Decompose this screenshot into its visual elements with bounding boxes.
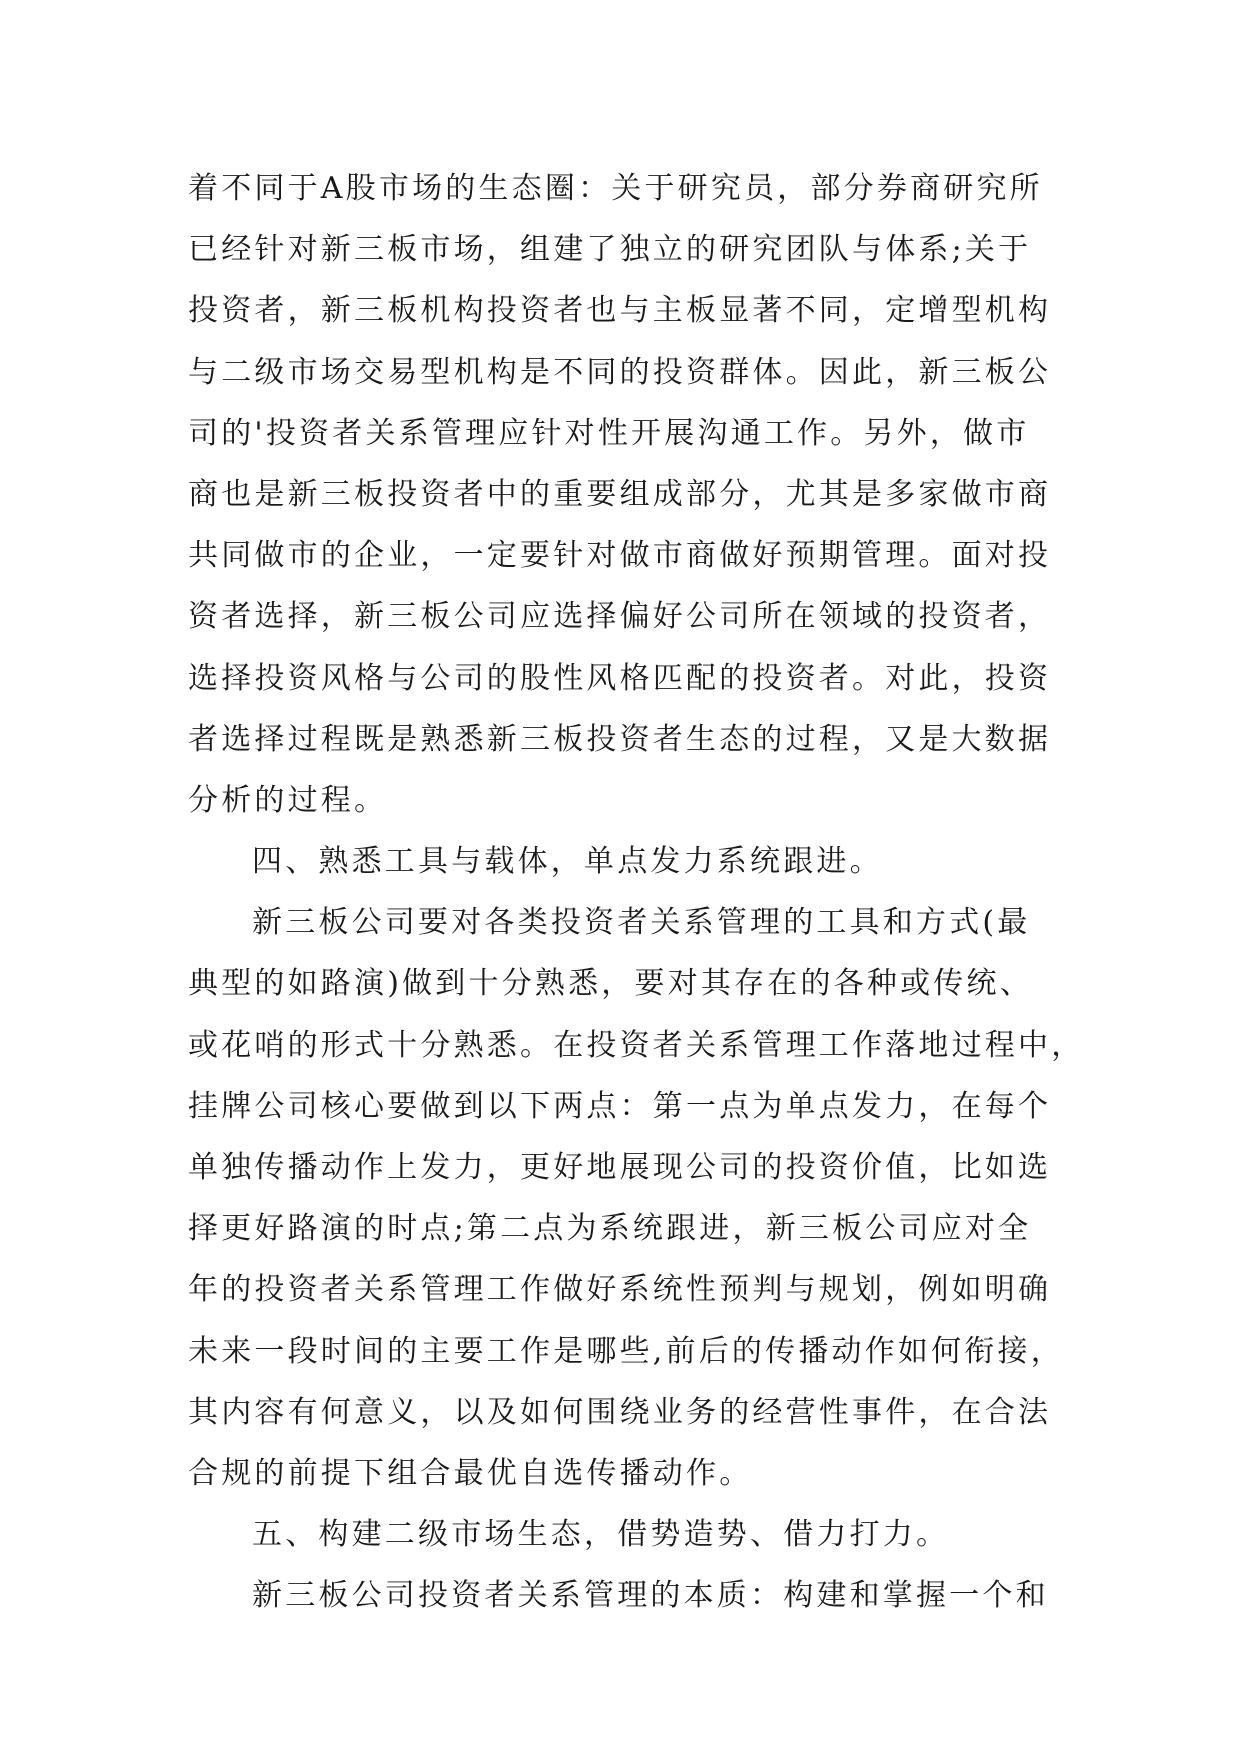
text-line: 分析的过程。: [188, 782, 388, 818]
text-line: 挂牌公司核心要做到以下两点：第一点为单点发力，在每个: [188, 1088, 1052, 1124]
text-line: 投资者，新三板机构投资者也与主板显著不同，定增型机构: [188, 293, 1052, 329]
text-line: 合规的前提下组合最优自选传播动作。: [188, 1455, 753, 1491]
text-line: 新三板公司投资者关系管理的本质：构建和掌握一个和: [252, 1578, 1049, 1614]
section-heading-5: 五、构建二级市场生态，借势造势、借力打力。: [252, 1517, 950, 1553]
text-line: 典型的如路演)做到十分熟悉，要对其存在的各种或传统、: [188, 966, 1033, 1002]
text-line: 共同做市的企业，一定要针对做市商做好预期管理。面对投: [188, 538, 1052, 574]
text-line: 与二级市场交易型机构是不同的投资群体。因此，新三板公: [188, 354, 1052, 390]
text-line: 择更好路演的时点;第二点为系统跟进，新三板公司应对全: [188, 1211, 1032, 1247]
text-line: 或花哨的形式十分熟悉。在投资者关系管理工作落地过程中，: [188, 1027, 1085, 1063]
text-line: 商也是新三板投资者中的重要组成部分，尤其是多家做市商: [188, 476, 1052, 512]
text-line: 者选择过程既是熟悉新三板投资者生态的过程，又是大数据: [188, 721, 1052, 757]
text-line: 单独传播动作上发力，更好地展现公司的投资价值，比如选: [188, 1150, 1052, 1185]
text-line: 资者选择，新三板公司应选择偏好公司所在领域的投资者，: [188, 599, 1052, 635]
text-line: 新三板公司要对各类投资者关系管理的工具和方式(最: [252, 905, 1031, 941]
text-line: 未来一段时间的主要工作是哪些,前后的传播动作如何衔接，: [188, 1333, 1064, 1369]
text-line: 司的'投资者关系管理应针对性开展沟通工作。另外，做市: [188, 415, 1030, 451]
body-text: [188, 158, 1085, 1627]
text-line: 选择投资风格与公司的股性风格匹配的投资者。对此，投资: [188, 660, 1052, 696]
text-line: 着不同于A股市场的生态圈：关于研究员，部分券商研究所: [188, 171, 1043, 206]
text-line: 其内容有何意义，以及如何围绕业务的经营性事件，在合法: [188, 1394, 1052, 1430]
section-heading-4: 四、熟悉工具与载体，单点发力系统跟进。: [252, 844, 883, 880]
text-line: 已经针对新三板市场，组建了独立的研究团队与体系;关于: [188, 232, 1032, 268]
text-line: 年的投资者关系管理工作做好系统性预判与规划，例如明确: [188, 1272, 1052, 1308]
